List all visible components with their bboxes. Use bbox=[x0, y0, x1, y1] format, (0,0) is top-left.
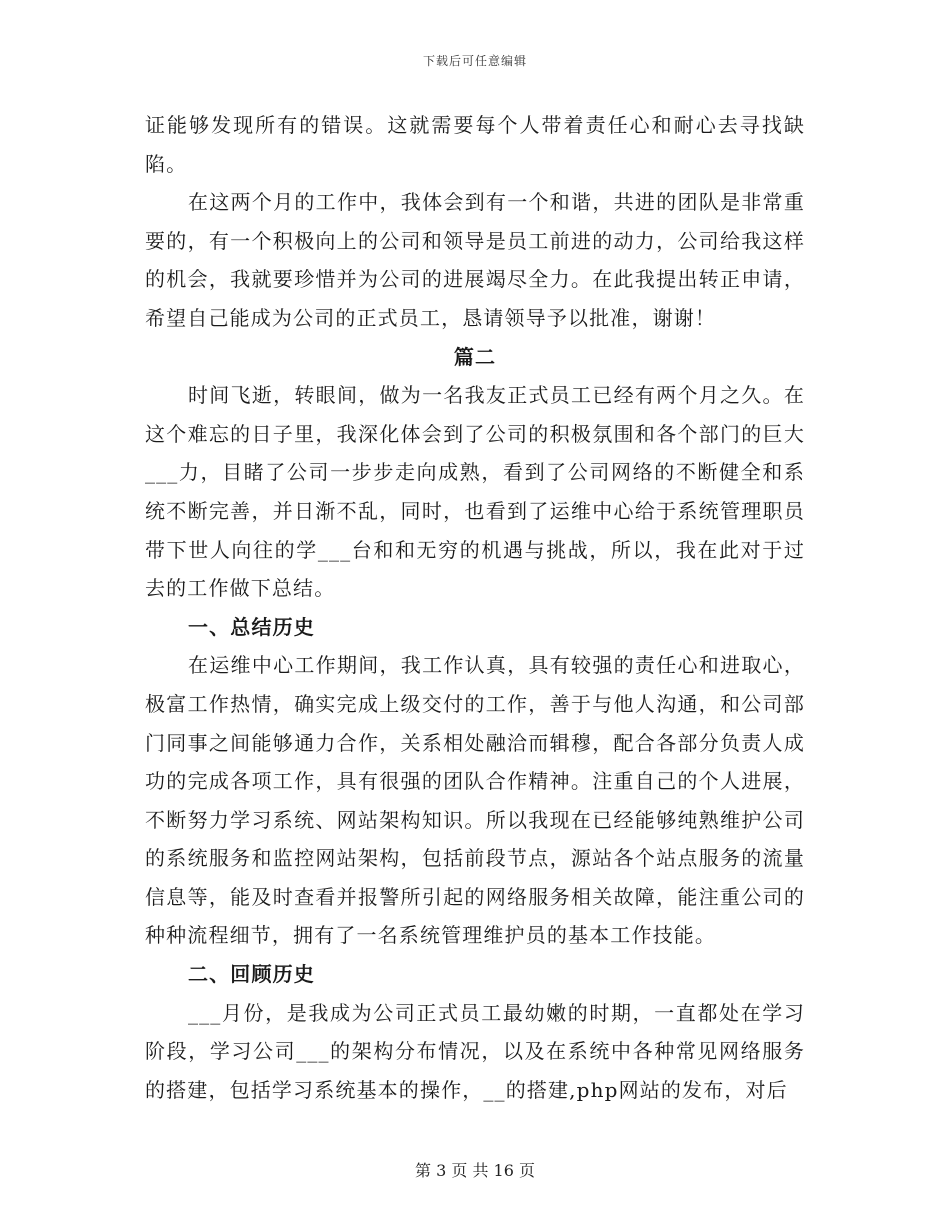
heading-summary: 一、总结历史 bbox=[188, 614, 315, 639]
paragraph-summary: 在运维中心工作期间，我工作认真，具有较强的责任心和进取心，极富工作热情，确实完成上级交付的工作，善于与他人沟通，和公司部门同事之间能够通力合作，关系相处融洽而辑穆，配合各部分负责人成功的完成各项工作，具有很强的团队合作精神。注重自己的个人进展，不断努力学习系统、网站架构知识。所以我现在已经能够纯熟维护公司的系统服务和监控网站架构，包括前段节点，源站各个站点服务的流量信息等，能及时查看并报警所引起的网络服务相关故障，能注重公司的种种流程细节，拥有了一名系统管理维护员的基本工作技能。 bbox=[145, 653, 805, 948]
page-header: 下载后可任意编辑 bbox=[422, 54, 527, 68]
section-title: 篇二 bbox=[453, 344, 497, 369]
paragraph-conclusion: 在这两个月的工作中，我体会到有一个和谐，共进的团队是非常重要的，有一个积极向上的公司和领导是员工前进的动力，公司给我这样的机会，我就要珍惜并为公司的进展竭尽全力。在此我提出转正申请，希望自己能成为公司的正式员工，恳请领导予以批准，谢谢！ bbox=[145, 190, 805, 330]
page-footer: 第 3 页 共 16 页 bbox=[415, 1161, 535, 1180]
paragraph-review: ___月份，是我成为公司正式员工最幼嫩的时期，一直都处在学习阶段，学习公司___的架构分布情况，以及在系统中各种常见网络服务的搭建，包括学习系统基本的操作，__的搭建,php网站的发布，对后 bbox=[145, 1000, 805, 1102]
paragraph-intro: 时间飞逝，转眼间，做为一名我友正式员工已经有两个月之久。在这个难忘的日子里，我深化体会到了公司的积极氛围和各个部门的巨大___力，目睹了公司一步步走向成熟，看到了公司网络的不断健全和系统不断完善，并日渐不乱，同时，也看到了运维中心给于系统管理职员带下世人向往的学___台和和无穷的机遇与挑战，所以，我在此对于过去的工作做下总结。 bbox=[145, 383, 805, 601]
heading-review: 二、回顾历史 bbox=[188, 962, 315, 987]
document-body bbox=[145, 106, 805, 1109]
paragraph-continued: 证能够发现所有的错误。这就需要每个人带着责任心和耐心去寻找缺陷。 bbox=[145, 113, 805, 176]
